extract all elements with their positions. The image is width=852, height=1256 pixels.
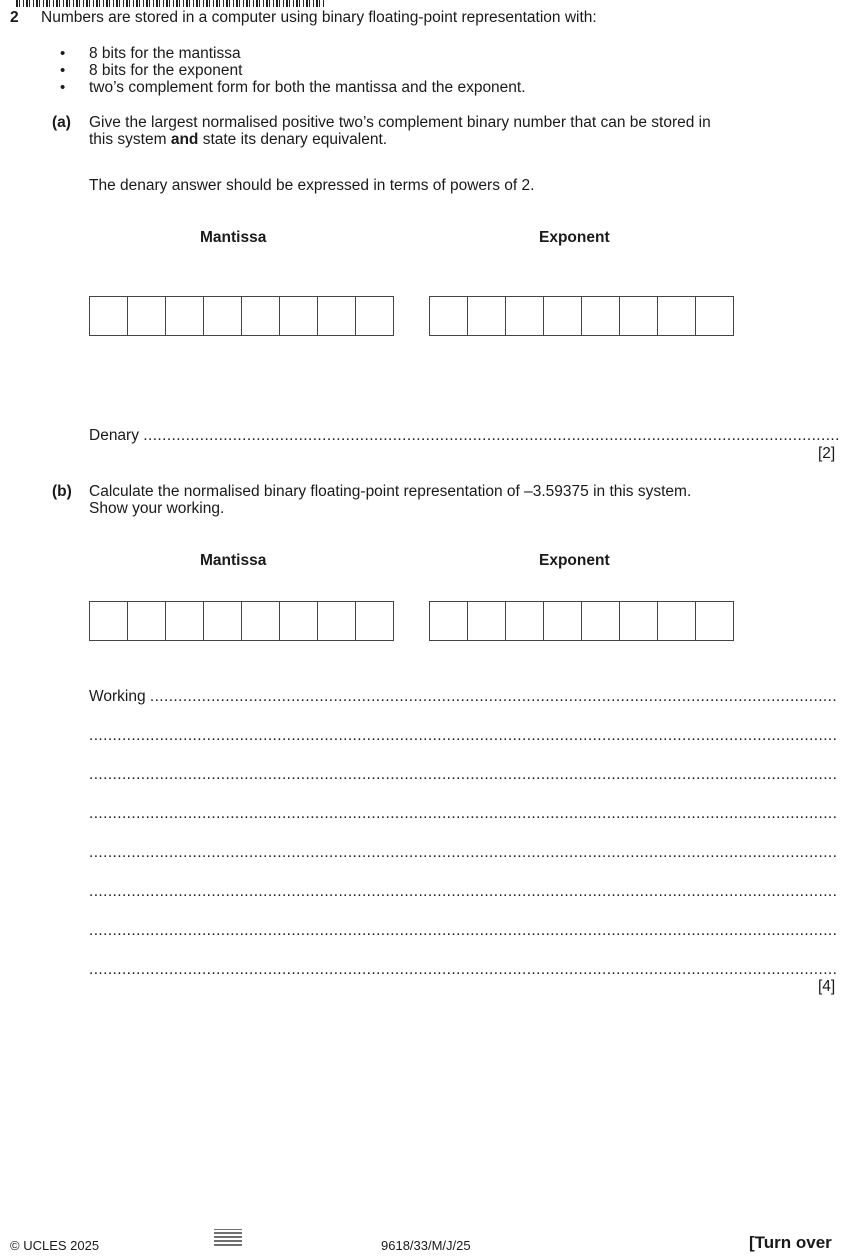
barcode	[16, 0, 326, 7]
part-a-question-line2: this system and state its denary equivalent.	[89, 131, 388, 148]
answer-line[interactable]	[89, 960, 838, 980]
part-a-exponent-label: Exponent	[539, 229, 610, 246]
part-a-exponent-boxes	[429, 296, 734, 336]
mantissa-bit-cell[interactable]	[355, 296, 394, 336]
part-a-marks: [2]	[818, 445, 836, 462]
exponent-bit-cell[interactable]	[695, 601, 734, 641]
question-intro: Numbers are stored in a computer using binary floating-point representation with:	[41, 9, 597, 26]
answer-line[interactable]	[89, 726, 838, 746]
exponent-bit-cell[interactable]	[581, 296, 620, 336]
qr-code	[214, 1229, 242, 1246]
working-label: Working	[89, 688, 146, 705]
exponent-bit-cell[interactable]	[543, 296, 582, 336]
exponent-bit-cell[interactable]	[467, 601, 506, 641]
footer-turn-over: [Turn over	[749, 1233, 832, 1252]
exponent-bit-cell[interactable]	[619, 601, 658, 641]
mantissa-bit-cell[interactable]	[127, 296, 166, 336]
exponent-bit-cell[interactable]	[657, 601, 696, 641]
bullet-item: two’s complement form for both the mantissa and the exponent.	[89, 79, 526, 96]
mantissa-bit-cell[interactable]	[203, 601, 242, 641]
denary-label: Denary	[89, 427, 139, 444]
part-b-mantissa-label: Mantissa	[200, 552, 267, 569]
mantissa-bit-cell[interactable]	[279, 296, 318, 336]
answer-line[interactable]	[89, 882, 838, 902]
exponent-bit-cell[interactable]	[505, 601, 544, 641]
answer-line[interactable]	[89, 843, 838, 863]
part-b-label: (b)	[52, 483, 72, 500]
mantissa-bit-cell[interactable]	[165, 296, 204, 336]
mantissa-bit-cell[interactable]	[355, 601, 394, 641]
mantissa-bit-cell[interactable]	[317, 601, 356, 641]
part-b-exponent-boxes	[429, 601, 734, 641]
answer-line[interactable]	[89, 765, 838, 785]
exponent-bit-cell[interactable]	[505, 296, 544, 336]
question-number: 2	[10, 9, 19, 26]
exponent-bit-cell[interactable]	[467, 296, 506, 336]
part-a-denary-answer-line[interactable]	[89, 426, 838, 446]
bullet-dot: •	[60, 79, 66, 96]
mantissa-bit-cell[interactable]	[241, 601, 280, 641]
answer-line[interactable]	[89, 804, 838, 824]
exponent-bit-cell[interactable]	[543, 601, 582, 641]
exponent-bit-cell[interactable]	[429, 601, 468, 641]
bullet-item: 8 bits for the exponent	[89, 62, 243, 79]
mantissa-bit-cell[interactable]	[89, 601, 128, 641]
part-b-question-line2: Show your working.	[89, 500, 225, 517]
mantissa-bit-cell[interactable]	[89, 296, 128, 336]
bullet-dot: •	[60, 62, 66, 79]
answer-line[interactable]	[89, 921, 838, 941]
part-a-mantissa-label: Mantissa	[200, 229, 267, 246]
exponent-bit-cell[interactable]	[657, 296, 696, 336]
part-b-exponent-label: Exponent	[539, 552, 610, 569]
footer-paper-code: 9618/33/M/J/25	[381, 1238, 471, 1253]
exponent-bit-cell[interactable]	[619, 296, 658, 336]
mantissa-bit-cell[interactable]	[165, 601, 204, 641]
mantissa-bit-cell[interactable]	[279, 601, 318, 641]
exponent-bit-cell[interactable]	[695, 296, 734, 336]
part-a-question-line1: Give the largest normalised positive two’s complement binary number that can be stored in	[89, 114, 711, 131]
part-a-label: (a)	[52, 114, 71, 131]
mantissa-bit-cell[interactable]	[203, 296, 242, 336]
part-b-question-line1: Calculate the normalised binary floating-point representation of –3.59375 in this system.	[89, 483, 692, 500]
bullet-dot: •	[60, 45, 66, 62]
exponent-bit-cell[interactable]	[429, 296, 468, 336]
part-b-marks: [4]	[818, 978, 836, 995]
mantissa-bit-cell[interactable]	[317, 296, 356, 336]
mantissa-bit-cell[interactable]	[127, 601, 166, 641]
part-a-note: The denary answer should be expressed in terms of powers of 2.	[89, 177, 535, 194]
exponent-bit-cell[interactable]	[581, 601, 620, 641]
part-b-working-line[interactable]	[89, 687, 838, 707]
part-a-mantissa-boxes	[89, 296, 394, 336]
bullet-item: 8 bits for the mantissa	[89, 45, 241, 62]
part-b-mantissa-boxes	[89, 601, 394, 641]
mantissa-bit-cell[interactable]	[241, 296, 280, 336]
footer-copyright: © UCLES 2025	[10, 1238, 100, 1253]
